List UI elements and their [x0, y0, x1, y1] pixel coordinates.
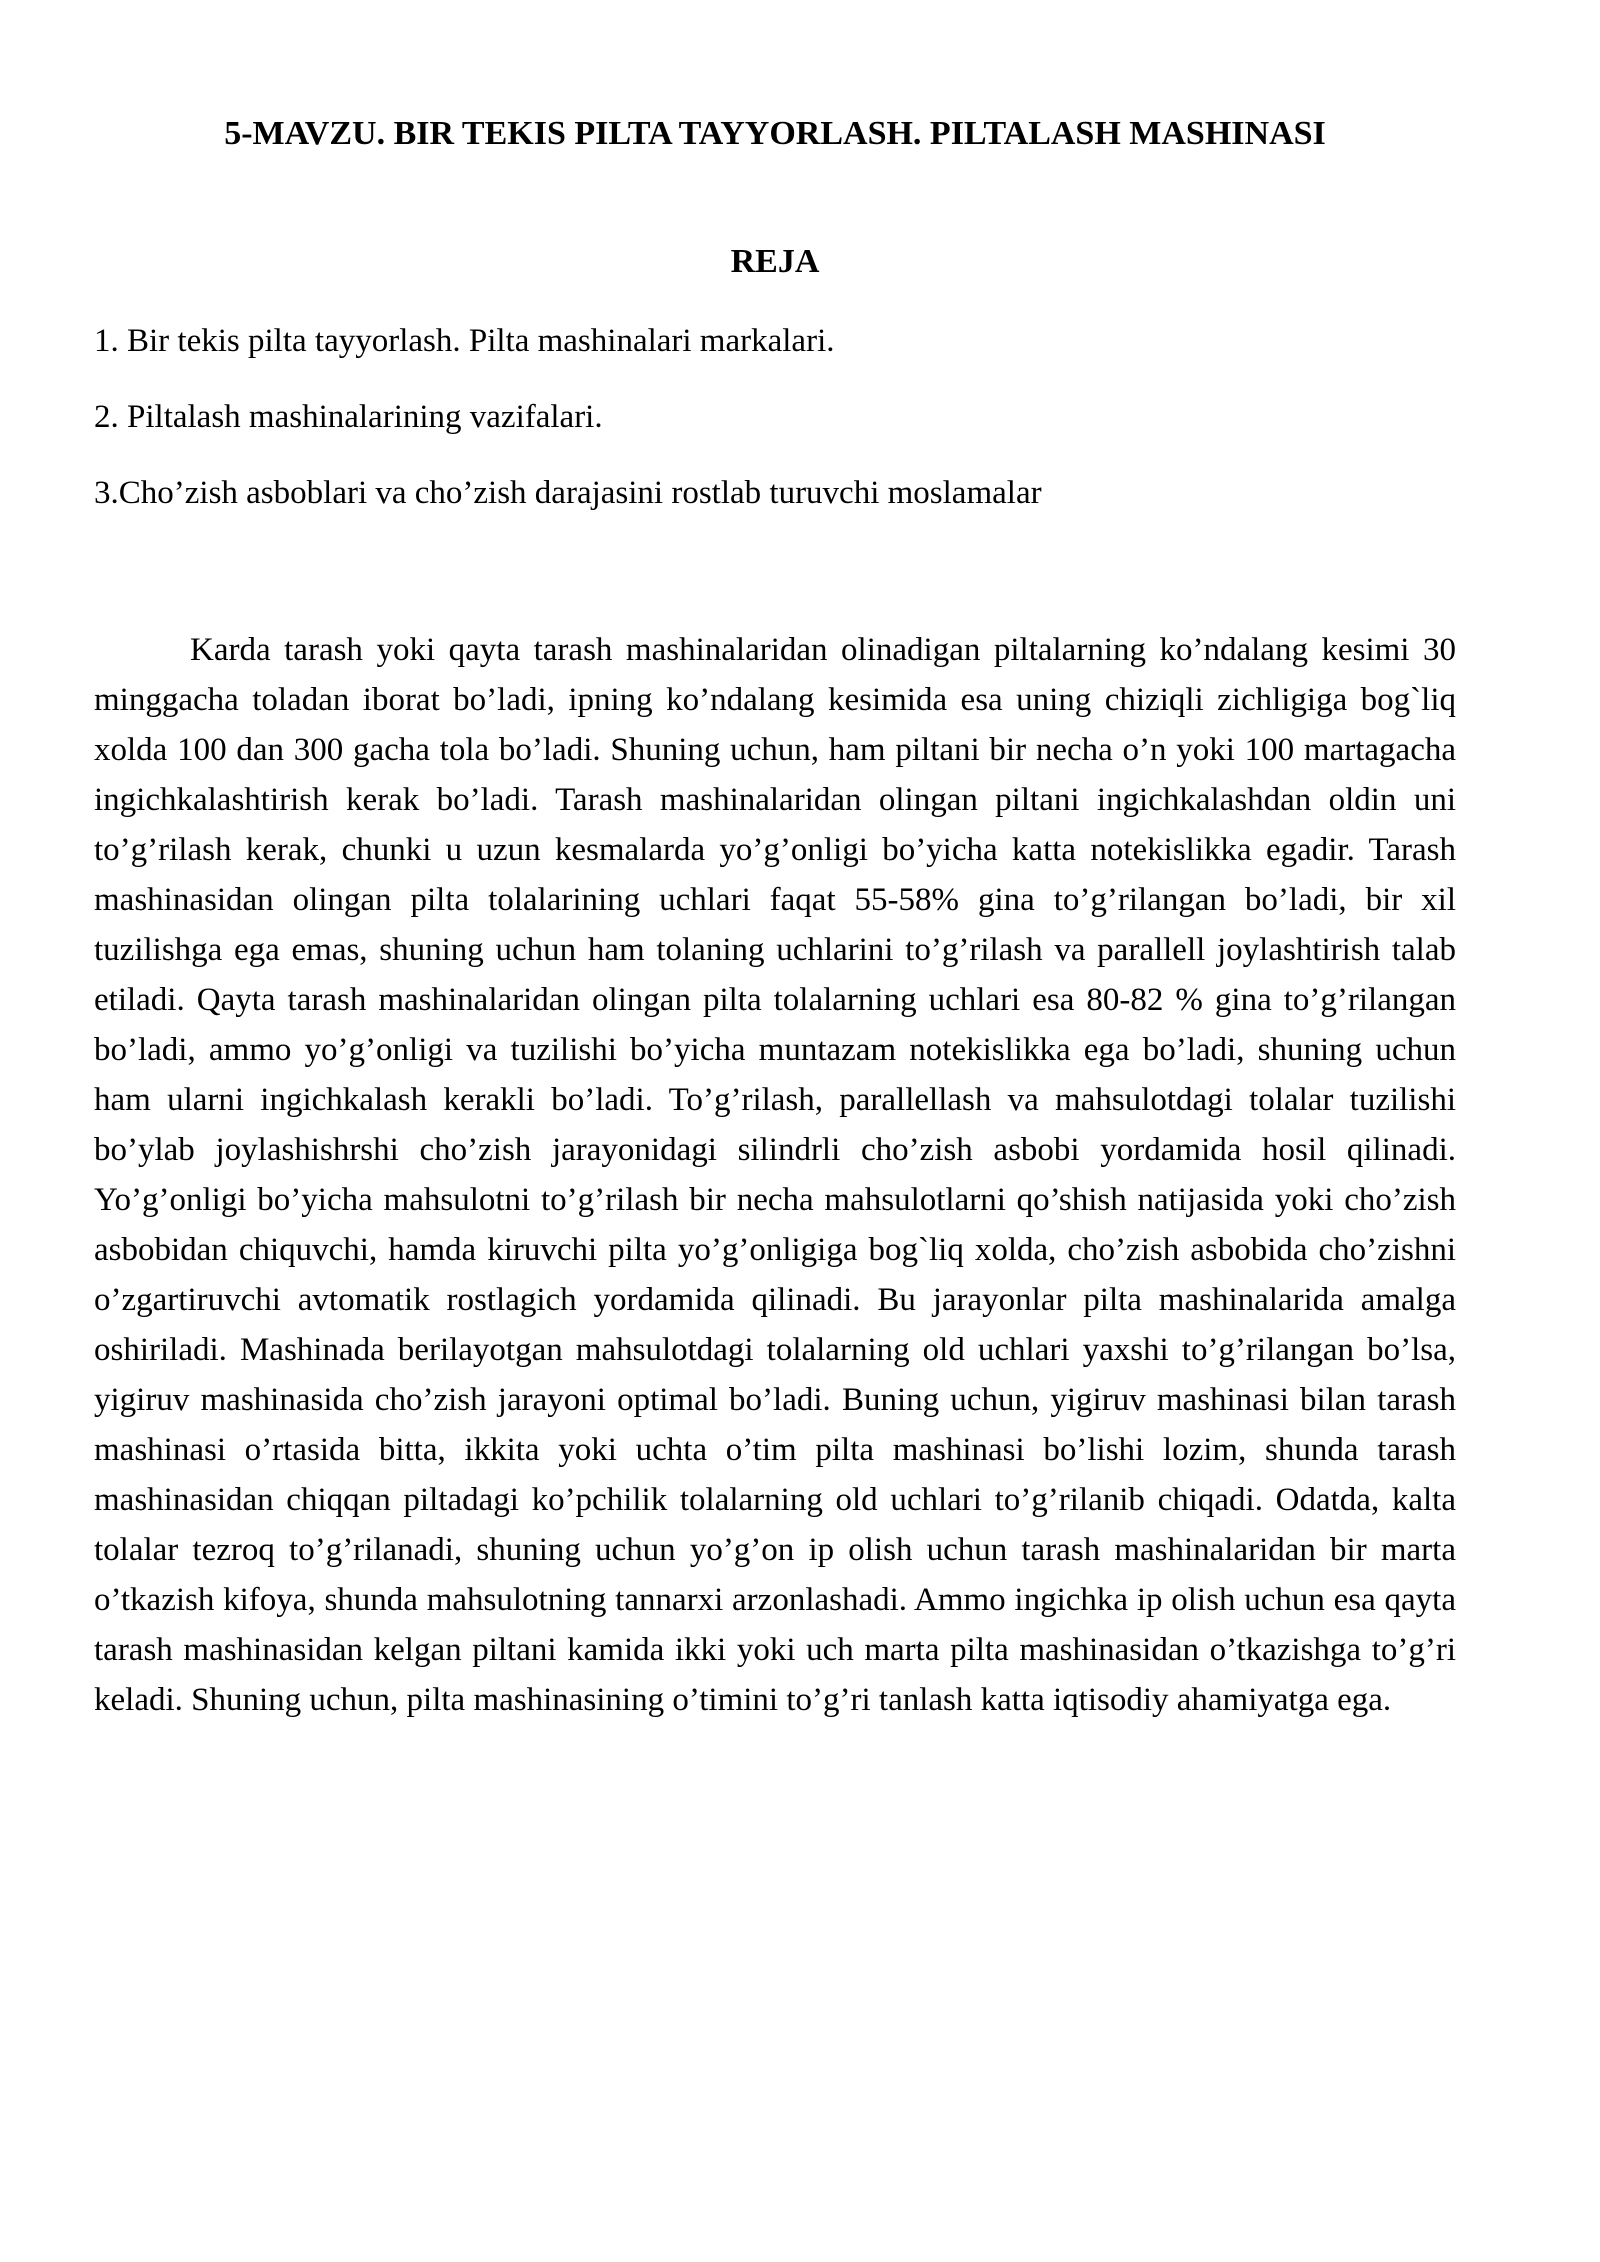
- plan-item-2: 2. Piltalash mashinalarining vazifalari.: [94, 399, 603, 435]
- body-paragraph: Karda tarash yoki qayta tarash mashinalaridan olinadigan piltalarning ko’ndalang kesimi 30 minggacha toladan iborat bo’ladi, ipning ko’ndalang kesimida esa uning chiziqli zichligiga bog`liq xolda 100 dan 300 gacha tola bo’ladi. Shuning uchun, ham piltani bir necha o’n yoki 100 martagacha ingichkalashtirish kerak bo’ladi. Tarash mashinalaridan olingan piltani ingichkalashdan oldin uni to’g’rilash kerak, chunki u uzun kesmalarda yo’g’onligi bo’yicha katta notekislikka egadir. Tarash mashinasidan olingan pilta tolalarining uchlari faqat 55-58% gina to’g’rilangan bo’ladi, bir xil tuzilishga ega emas, shuning uchun ham tolaning uchlarini to’g’rilash va parallell joylashtirish talab etiladi. Qayta tarash mashinalaridan olingan pilta tolalarning uchlari esa 80-82 % gina to’g’rilangan bo’ladi, ammo yo’g’onligi va tuzilishi bo’yicha muntazam notekislikka ega bo’ladi, shuning uchun ham ularni ingichkalash kerakli bo’ladi. To’g’rilash, parallellash va mahsulotdagi tolalar tuzilishi bo’ylab joylashishrshi cho’zish jarayonidagi silindrli cho’zish asbobi yordamida hosil qilinadi. Yo’g’onligi bo’yicha mahsulotni to’g’rilash bir necha mahsulotlarni qo’shish natijasida yoki cho’zish asbobidan chiquvchi, hamda kiruvchi pilta yo’g’onligiga bog`liq xolda, cho’zish asbobida cho’zishni o’zgartiruvchi avtomatik rostlagich yordamida qilinadi. Bu jarayonlar pilta mashinalarida amalga oshiriladi. Mashinada berilayotgan mahsulotdagi tolalarning old uchlari yaxshi to’g’rilangan bo’lsa, yigiruv mashinasida cho’zish jarayoni optimal bo’ladi. Buning uchun, yigiruv mashinasi bilan tarash mashinasi o’rtasida bitta, ikkita yoki uchta o’tim pilta mashinasi bo’lishi lozim, shunda tarash mashinasidan chiqqan piltadagi ko’pchilik tolalarning old uchlari to’g’rilanib chiqadi. Odatda, kalta tolalar tezroq to’g’rilanadi, shuning uchun yo’g’on ip olish uchun tarash mashinalaridan bir marta o’tkazish kifoya, shunda mahsulotning tannarxi arzonlashadi. Ammo ingichka ip olish uchun esa qayta tarash mashinasidan kelgan piltani kamida ikki yoki uch marta pilta mashinasidan o’tkazishga to’g’ri keladi. Shuning uchun, pilta mashinasining o’timini to’g’ri tanlash katta iqtisodiy ahamiyatga ega.: [94, 632, 1456, 1718]
- plan-list: [94, 318, 1454, 546]
- plan-item-3: 3.Cho’zish asboblari va cho’zish darajasini rostlab turuvchi moslamalar: [94, 475, 1042, 511]
- document-title: 5-MAVZU. BIR TEKIS PILTA TAYYORLASH. PILTALASH MASHINASI: [224, 115, 1326, 152]
- plan-item-1: 1. Bir tekis pilta tayyorlash. Pilta mashinalari markalari.: [94, 323, 835, 359]
- plan-heading: REJA: [730, 243, 820, 280]
